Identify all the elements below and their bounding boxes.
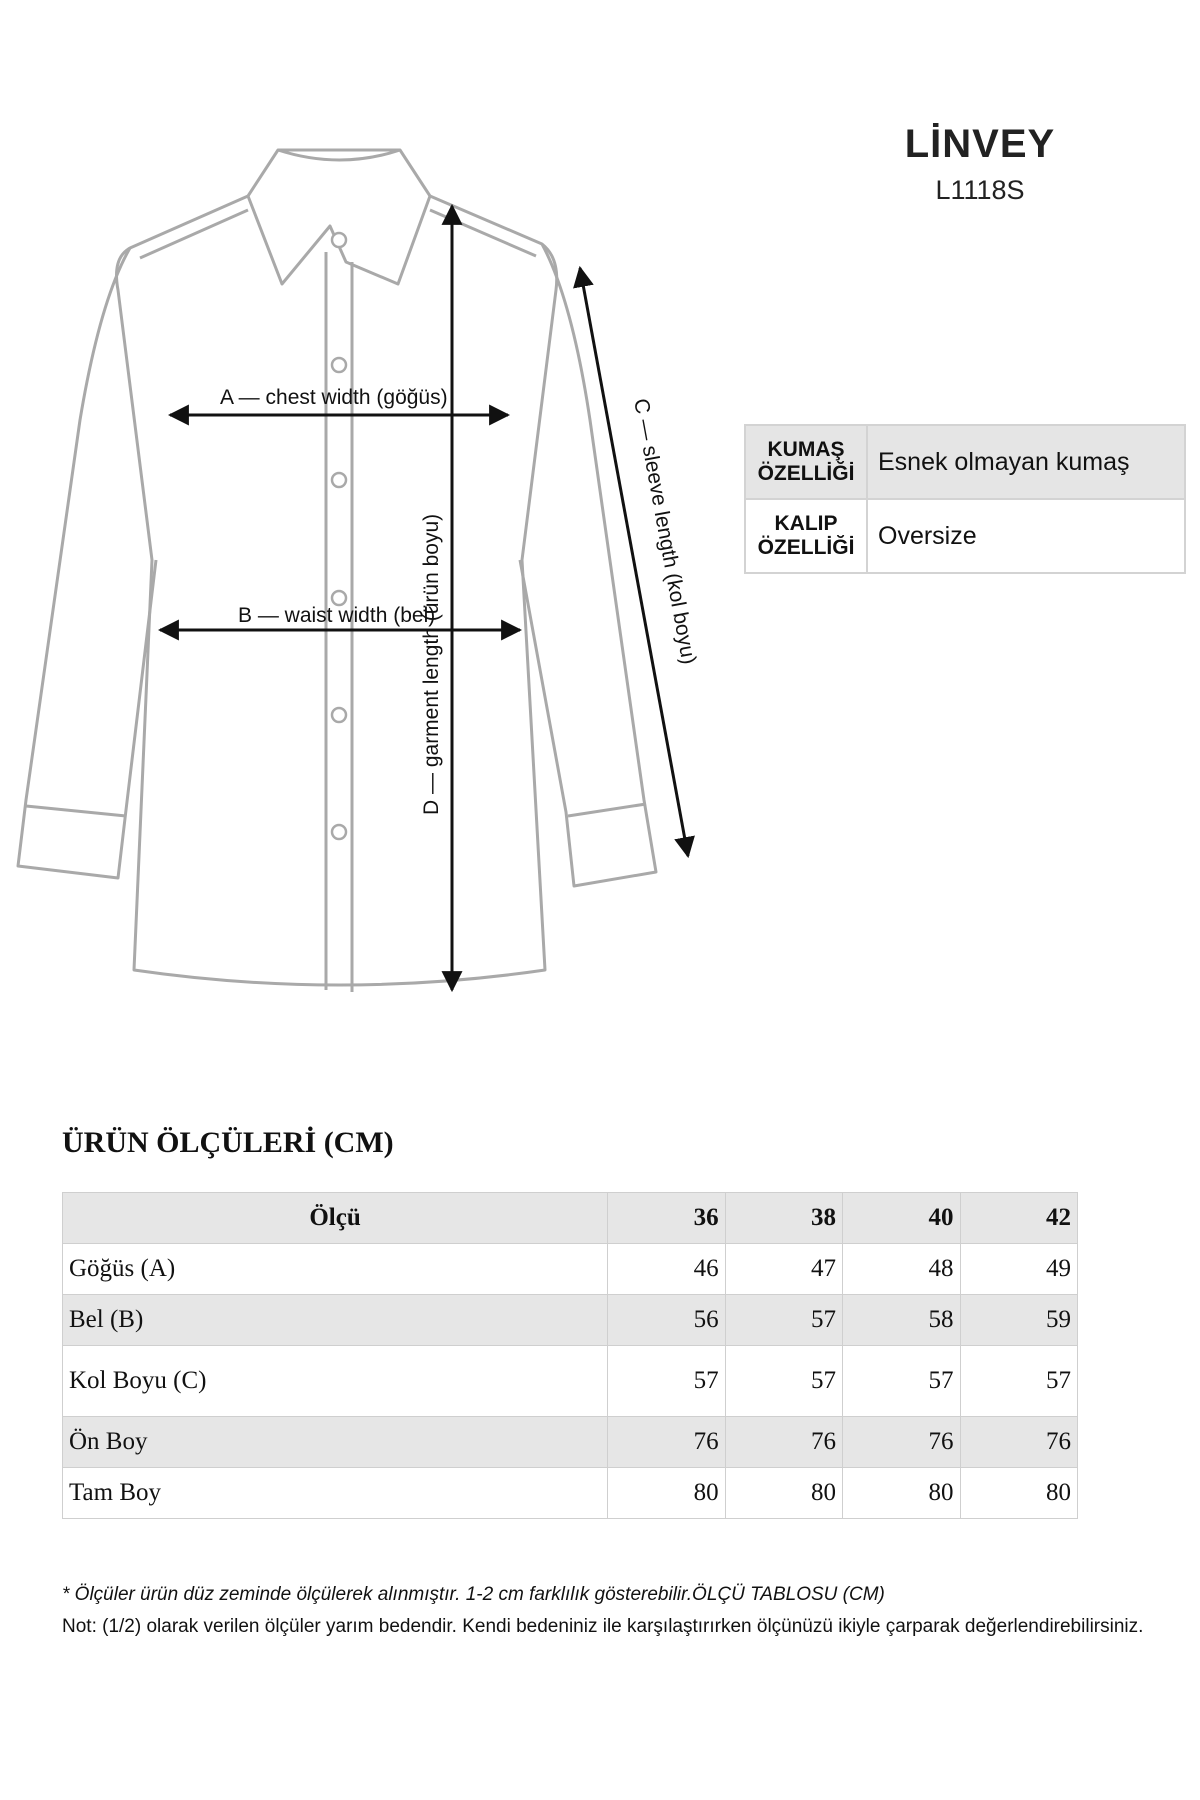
- cell-value: 57: [960, 1346, 1078, 1417]
- waist-width-label: B — waist width (bel): [238, 604, 436, 627]
- size-table-title: ÜRÜN ÖLÇÜLERİ (CM): [62, 1126, 394, 1159]
- table-row: [63, 1295, 1078, 1346]
- header-size: 40: [843, 1193, 960, 1244]
- shirt-outline-icon: [18, 150, 656, 992]
- row-label: Tam Boy: [63, 1468, 608, 1519]
- cell-value: 57: [725, 1295, 842, 1346]
- cell-value: 58: [843, 1295, 960, 1346]
- cell-value: 59: [960, 1295, 1078, 1346]
- spec-value: Oversize: [867, 499, 1185, 573]
- cell-value: 57: [608, 1346, 725, 1417]
- spec-row: [745, 425, 1185, 499]
- sleeve-length-label: C — sleeve length (kol boyu): [629, 396, 701, 667]
- table-header-row: [63, 1193, 1078, 1244]
- row-label: Bel (B): [63, 1295, 608, 1346]
- cell-value: 80: [725, 1468, 842, 1519]
- measurement-disclaimer: * Ölçüler ürün düz zeminde ölçülerek alınmıştır. 1-2 cm farklılık gösterebilir.ÖLÇÜ TABLOSU (CM): [62, 1584, 885, 1605]
- brand-name: LİNVEY: [904, 122, 1056, 166]
- cell-value: 56: [608, 1295, 725, 1346]
- cell-value: 80: [960, 1468, 1078, 1519]
- row-label: Ön Boy: [63, 1417, 608, 1468]
- shirt-buttons-icon: [332, 233, 346, 839]
- spec-key: KALIP ÖZELLİĞİ: [745, 499, 867, 573]
- cell-value: 46: [608, 1244, 725, 1295]
- size-table: [62, 1192, 1078, 1519]
- cell-value: 76: [843, 1417, 960, 1468]
- spec-row: [745, 499, 1185, 573]
- product-code: L1118S: [935, 175, 1025, 205]
- cell-value: 76: [725, 1417, 842, 1468]
- cell-value: 80: [608, 1468, 725, 1519]
- fabric-spec-table: [744, 424, 1186, 574]
- table-row: [63, 1417, 1078, 1468]
- cell-value: 48: [843, 1244, 960, 1295]
- brand-block: [880, 122, 1080, 206]
- cell-value: 76: [608, 1417, 725, 1468]
- header-size: 42: [960, 1193, 1078, 1244]
- shirt-measurement-diagram: [0, 0, 720, 1020]
- row-label: Kol Boyu (C): [63, 1346, 608, 1417]
- cell-value: 57: [843, 1346, 960, 1417]
- chest-width-label: A — chest width (göğüs): [220, 386, 448, 409]
- header-size: 36: [608, 1193, 725, 1244]
- table-row: [63, 1346, 1078, 1417]
- table-row: [63, 1244, 1078, 1295]
- header-size: 38: [725, 1193, 842, 1244]
- cell-value: 49: [960, 1244, 1078, 1295]
- cell-value: 80: [843, 1468, 960, 1519]
- cell-value: 57: [725, 1346, 842, 1417]
- spec-key: KUMAŞ ÖZELLİĞİ: [745, 425, 867, 499]
- garment-length-label: D — garment length (ürün boyu): [420, 513, 443, 815]
- table-row: [63, 1468, 1078, 1519]
- cell-value: 76: [960, 1417, 1078, 1468]
- header-label: Ölçü: [63, 1193, 608, 1244]
- cell-value: 47: [725, 1244, 842, 1295]
- spec-value: Esnek olmayan kumaş: [867, 425, 1185, 499]
- half-size-note: Not: (1/2) olarak verilen ölçüler yarım bedendir. Kendi bedeniniz ile karşılaştırırken ölçünüzü ikiyle çarparak değerlendirebilirsiniz.: [62, 1616, 1144, 1637]
- row-label: Göğüs (A): [63, 1244, 608, 1295]
